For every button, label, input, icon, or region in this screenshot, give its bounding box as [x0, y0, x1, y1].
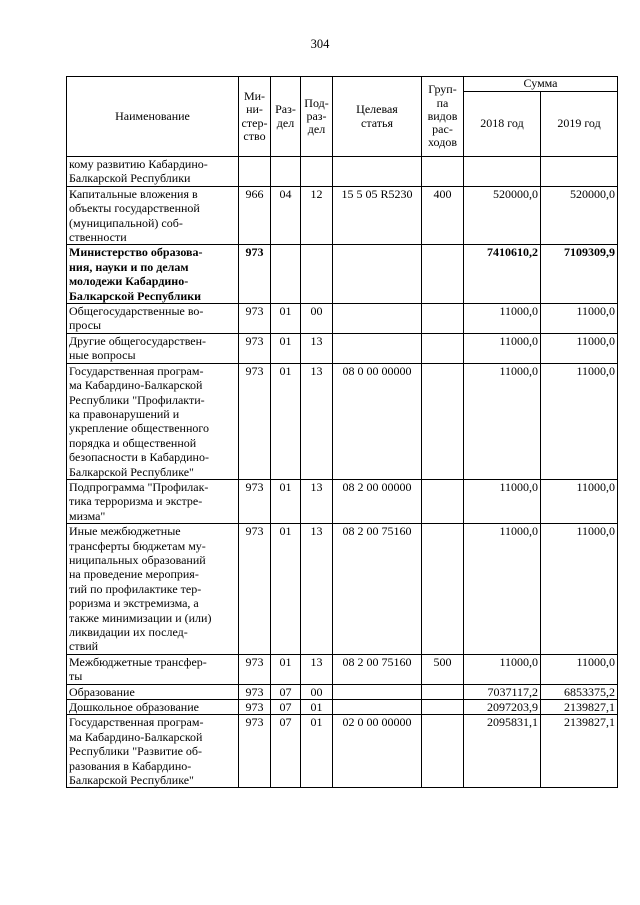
- cell-target: 08 2 00 75160: [333, 524, 422, 655]
- cell-2019: 7109309,9: [541, 245, 618, 304]
- header-2019: 2019 год: [541, 92, 618, 157]
- cell-ministry: 973: [239, 245, 271, 304]
- cell-2018: 7037117,2: [464, 684, 541, 699]
- table-row: [67, 157, 618, 187]
- cell-subsection: 01: [301, 715, 333, 788]
- cell-2019: 11000,0: [541, 479, 618, 523]
- cell-ministry: 973: [239, 363, 271, 479]
- cell-target: [333, 684, 422, 699]
- cell-section: 07: [271, 684, 301, 699]
- header-section: Раз- дел: [271, 77, 301, 157]
- cell-name: Другие общегосударствен- ные вопросы: [67, 333, 239, 363]
- cell-subsection: 13: [301, 479, 333, 523]
- cell-name: Государственная програм- ма Кабардино-Балкарской Республики "Профилакти- ка правонарушений и укрепление общественного порядка и общественной безопасности в Кабардино- Балкарской Республике": [67, 363, 239, 479]
- cell-target: 08 2 00 75160: [333, 654, 422, 684]
- table-row: [67, 479, 618, 523]
- header-name: Наименование: [67, 77, 239, 157]
- table-row: [67, 684, 618, 699]
- cell-name: Дошкольное образование: [67, 700, 239, 715]
- cell-group: [422, 157, 464, 187]
- cell-ministry: 973: [239, 654, 271, 684]
- cell-subsection: 13: [301, 654, 333, 684]
- cell-target: 02 0 00 00000: [333, 715, 422, 788]
- cell-target: [333, 245, 422, 304]
- table-row: [67, 245, 618, 304]
- cell-2019: 2139827,1: [541, 715, 618, 788]
- cell-subsection: 00: [301, 684, 333, 699]
- cell-ministry: 973: [239, 700, 271, 715]
- cell-subsection: 12: [301, 186, 333, 245]
- table-row: [67, 304, 618, 334]
- cell-subsection: 00: [301, 304, 333, 334]
- table-row: [67, 333, 618, 363]
- cell-section: 01: [271, 304, 301, 334]
- cell-2018: 11000,0: [464, 479, 541, 523]
- cell-2018: 520000,0: [464, 186, 541, 245]
- cell-subsection: 01: [301, 700, 333, 715]
- cell-section: 07: [271, 715, 301, 788]
- cell-section: 01: [271, 479, 301, 523]
- cell-group: [422, 715, 464, 788]
- cell-group: 500: [422, 654, 464, 684]
- cell-ministry: 966: [239, 186, 271, 245]
- cell-name: кому развитию Кабардино- Балкарской Республики: [67, 157, 239, 187]
- cell-group: 400: [422, 186, 464, 245]
- cell-section: [271, 157, 301, 187]
- cell-target: 08 2 00 00000: [333, 479, 422, 523]
- cell-2019: 2139827,1: [541, 700, 618, 715]
- budget-table: [66, 76, 618, 788]
- cell-section: 01: [271, 333, 301, 363]
- cell-2018: 11000,0: [464, 654, 541, 684]
- cell-group: [422, 363, 464, 479]
- cell-section: 01: [271, 654, 301, 684]
- cell-ministry: 973: [239, 479, 271, 523]
- cell-2018: 2095831,1: [464, 715, 541, 788]
- cell-name: Межбюджетные трансфер- ты: [67, 654, 239, 684]
- cell-name: Общегосударственные во- просы: [67, 304, 239, 334]
- cell-name: Министерство образова- ния, науки и по делам молодежи Кабардино- Балкарской Республики: [67, 245, 239, 304]
- cell-group: [422, 524, 464, 655]
- cell-2018: [464, 157, 541, 187]
- cell-section: 07: [271, 700, 301, 715]
- cell-2019: 11000,0: [541, 363, 618, 479]
- cell-2018: 11000,0: [464, 304, 541, 334]
- header-target: Целевая статья: [333, 77, 422, 157]
- table-row: [67, 700, 618, 715]
- header-subsection: Под- раз- дел: [301, 77, 333, 157]
- table-row: [67, 654, 618, 684]
- table-row: [67, 524, 618, 655]
- cell-2019: [541, 157, 618, 187]
- cell-subsection: [301, 157, 333, 187]
- cell-ministry: [239, 157, 271, 187]
- header-sum: Сумма: [464, 77, 618, 92]
- cell-name: Государственная програм- ма Кабардино-Балкарской Республики "Развитие об- разования в Кабардино- Балкарской Республике": [67, 715, 239, 788]
- cell-target: 15 5 05 R5230: [333, 186, 422, 245]
- cell-2018: 11000,0: [464, 524, 541, 655]
- cell-2019: 11000,0: [541, 333, 618, 363]
- cell-group: [422, 245, 464, 304]
- table-row: [67, 186, 618, 245]
- cell-ministry: 973: [239, 304, 271, 334]
- cell-group: [422, 333, 464, 363]
- cell-group: [422, 479, 464, 523]
- cell-2018: 7410610,2: [464, 245, 541, 304]
- cell-section: 01: [271, 363, 301, 479]
- cell-2019: 6853375,2: [541, 684, 618, 699]
- cell-2019: 11000,0: [541, 304, 618, 334]
- cell-2019: 11000,0: [541, 524, 618, 655]
- page-number: 304: [310, 37, 330, 51]
- table-row: [67, 715, 618, 788]
- cell-target: [333, 700, 422, 715]
- cell-subsection: 13: [301, 524, 333, 655]
- cell-section: 04: [271, 186, 301, 245]
- cell-name: Образование: [67, 684, 239, 699]
- cell-ministry: 973: [239, 715, 271, 788]
- cell-target: [333, 333, 422, 363]
- cell-ministry: 973: [239, 524, 271, 655]
- cell-group: [422, 700, 464, 715]
- cell-ministry: 973: [239, 333, 271, 363]
- cell-section: [271, 245, 301, 304]
- cell-target: 08 0 00 00000: [333, 363, 422, 479]
- cell-name: Подпрограмма "Профилак- тика терроризма и экстре- мизма": [67, 479, 239, 523]
- cell-subsection: 13: [301, 333, 333, 363]
- header-2018: 2018 год: [464, 92, 541, 157]
- cell-ministry: 973: [239, 684, 271, 699]
- header-group: Груп- па видов рас- ходов: [422, 77, 464, 157]
- cell-2018: 2097203,9: [464, 700, 541, 715]
- cell-subsection: [301, 245, 333, 304]
- cell-name: Капитальные вложения в объекты государственной (муниципальной) соб- ственности: [67, 186, 239, 245]
- cell-section: 01: [271, 524, 301, 655]
- cell-2018: 11000,0: [464, 363, 541, 479]
- cell-group: [422, 304, 464, 334]
- table-row: [67, 363, 618, 479]
- cell-group: [422, 684, 464, 699]
- cell-target: [333, 157, 422, 187]
- cell-2019: 11000,0: [541, 654, 618, 684]
- cell-subsection: 13: [301, 363, 333, 479]
- cell-target: [333, 304, 422, 334]
- cell-name: Иные межбюджетные трансферты бюджетам му- ниципальных образований на проведение мероприя- тий по профилактике тер- роризма и экстремизма, а также минимизации и (или) ликвидации их послед- ствий: [67, 524, 239, 655]
- cell-2019: 520000,0: [541, 186, 618, 245]
- header-ministry: Ми- ни- стер- ство: [239, 77, 271, 157]
- cell-2018: 11000,0: [464, 333, 541, 363]
